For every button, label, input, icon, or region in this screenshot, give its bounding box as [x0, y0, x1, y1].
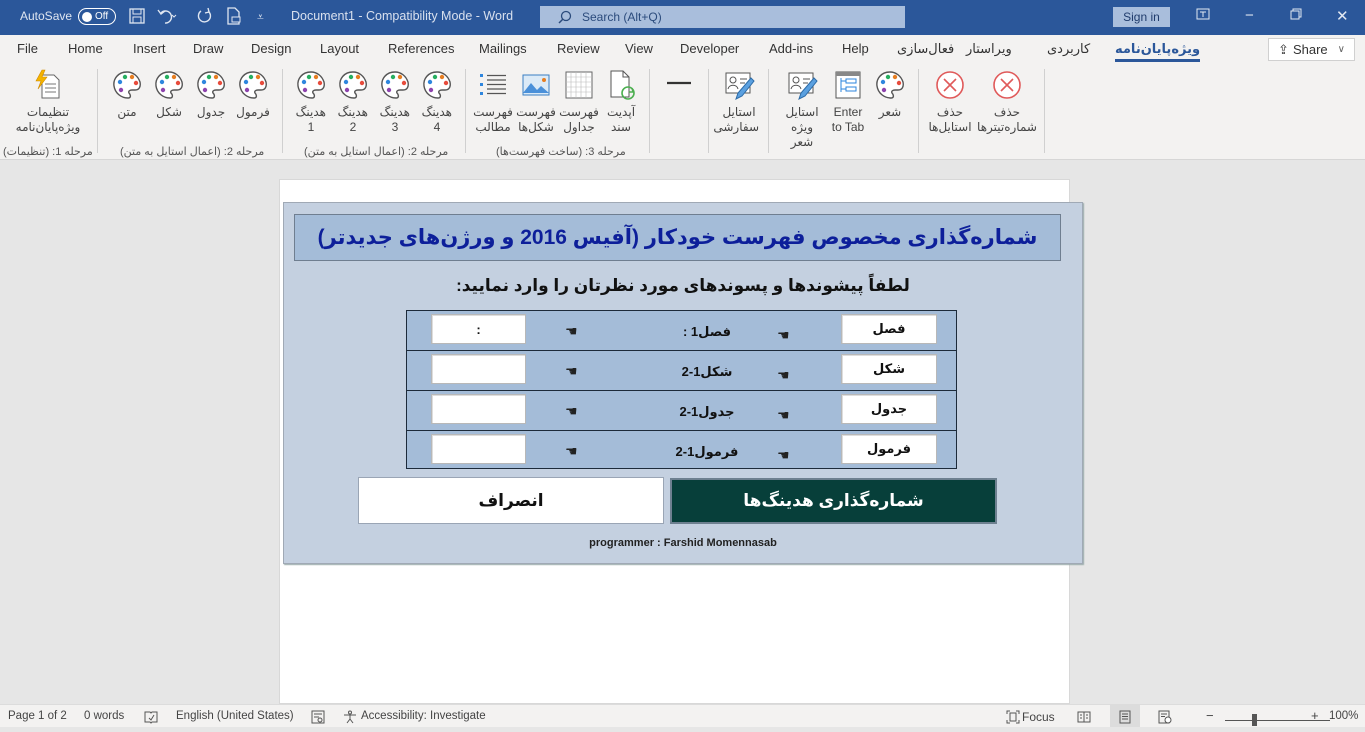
ribbon-tabs [0, 35, 1365, 63]
tab-editor[interactable]: ویراستار [966, 41, 1012, 56]
button-label: آپدیت سند [606, 105, 636, 134]
table-prefix-input[interactable]: جدول [841, 394, 937, 424]
update-document-button[interactable] [602, 69, 640, 135]
prefix-suffix-table [406, 310, 957, 469]
accessibility-icon [343, 710, 357, 727]
palette-icon [379, 69, 411, 101]
tab-thesis[interactable]: ویژه‌پایان‌نامه [1115, 41, 1201, 56]
tab-mailings[interactable]: Mailings [479, 41, 527, 56]
custom-style-button[interactable] [714, 69, 764, 135]
programmer-credit: programmer : Farshid Momennasab [589, 537, 777, 549]
user-edit-icon [786, 69, 818, 101]
group-separator [918, 69, 919, 153]
search-placeholder: Search (Alt+Q) [582, 10, 662, 24]
palette-icon [421, 69, 453, 101]
figure-example: شکل1-2 [681, 364, 733, 379]
autosave-state: Off [95, 11, 109, 22]
update-document-icon [605, 69, 637, 101]
formula-suffix-input[interactable] [431, 434, 526, 464]
group-label-step2a: مرحله 2: (اعمال استایل به متن) [120, 146, 265, 158]
share-button[interactable] [1268, 38, 1355, 61]
document-title: Document1 - Compatibility Mode - Word [291, 9, 514, 23]
delete-circle-icon [991, 69, 1023, 101]
user-edit-icon [723, 69, 755, 101]
button-label: Enter to Tab [831, 105, 865, 134]
figure-suffix-input[interactable] [431, 354, 526, 384]
poem-style-button[interactable] [872, 69, 908, 120]
button-label: شعر [878, 105, 902, 119]
button-label: استایل ویژه شعر [785, 105, 819, 149]
tab-layout-icon [832, 69, 864, 101]
ribbon [0, 63, 1365, 160]
undo-icon[interactable] [157, 7, 177, 31]
chapter-suffix-input[interactable]: : [431, 314, 526, 344]
number-headings-button[interactable]: شماره‌گذاری هدینگ‌ها [670, 478, 997, 524]
tab-home[interactable]: Home [68, 41, 103, 56]
zoom-in-icon[interactable]: + [1311, 708, 1319, 723]
chevron-down-icon: ∨ [1337, 44, 1345, 55]
tab-developer[interactable]: Developer [680, 41, 740, 56]
save-icon[interactable] [128, 7, 146, 31]
page-count[interactable]: Page 1 of 2 [8, 710, 67, 722]
word-count[interactable]: 0 words [84, 710, 125, 722]
focus-mode-button[interactable]: Focus [1022, 710, 1055, 724]
button-label: هدینگ 1 [295, 105, 326, 134]
hand-pointing-left-icon: ☚ [777, 367, 790, 383]
palette-icon [237, 69, 269, 101]
title-bar [0, 0, 1365, 35]
dialog-title: شماره‌گذاری مخصوص فهرست خودکار (آفیس 2016 و ورژن‌های جدیدتر) [294, 214, 1061, 261]
toggle-knob [82, 12, 92, 22]
tab-draw[interactable]: Draw [193, 41, 224, 56]
group-label-step2b: مرحله 2: (اعمال استایل به متن) [304, 146, 449, 158]
tab-utilities[interactable]: کاربردی [1047, 41, 1091, 56]
hand-pointing-left-icon: ☚ [777, 407, 790, 423]
accessibility-status[interactable]: Accessibility: Investigate [361, 710, 486, 722]
read-mode-icon[interactable] [1077, 710, 1091, 727]
print-layout-icon[interactable] [1110, 705, 1140, 727]
hand-pointing-left-icon: ☚ [565, 443, 578, 459]
customize-qat-icon[interactable]: ⩡ [257, 10, 264, 24]
palette-icon [195, 69, 227, 101]
table-row-table [407, 391, 956, 431]
list-icon [477, 69, 509, 101]
tab-add-ins[interactable]: Add-ins [769, 41, 814, 56]
heading3-style-button[interactable] [376, 69, 414, 135]
close-icon[interactable]: ✕ [1336, 8, 1349, 25]
formula-example: فرمول1-2 [675, 444, 739, 459]
picture-icon [520, 69, 552, 101]
tab-insert[interactable]: Insert [133, 41, 166, 56]
formula-prefix-input[interactable]: فرمول [841, 434, 937, 464]
tab-help[interactable]: Help [842, 41, 869, 56]
table-of-contents-button[interactable] [472, 69, 514, 135]
figure-style-button[interactable] [149, 69, 189, 120]
group-separator [282, 69, 283, 153]
group-separator [1044, 69, 1045, 153]
minimize-icon[interactable]: − [1245, 7, 1254, 24]
hand-pointing-left-icon: ☚ [565, 323, 578, 339]
button-label: فهرست جداول [559, 105, 599, 134]
delete-heading-numbers-button[interactable] [976, 69, 1038, 135]
table-row-formula [407, 431, 956, 471]
heading1-style-button[interactable] [292, 69, 330, 135]
horizontal-line-button[interactable] [662, 69, 696, 105]
tab-file[interactable]: File [17, 41, 38, 56]
sign-in-button[interactable]: Sign in [1113, 7, 1170, 27]
palette-icon [337, 69, 369, 101]
button-label: هدینگ 4 [421, 105, 452, 134]
redo-icon[interactable] [196, 7, 214, 31]
list-of-figures-button[interactable] [514, 69, 558, 135]
table-suffix-input[interactable] [431, 394, 526, 424]
button-label: فرمول [236, 105, 270, 119]
button-label: حذف شماره‌تیترها [977, 105, 1037, 134]
heading4-style-button[interactable] [418, 69, 456, 135]
cancel-button[interactable]: انصراف [358, 477, 664, 524]
search-box[interactable] [540, 6, 905, 28]
group-separator [649, 69, 650, 153]
chapter-prefix-input[interactable]: فصل [841, 314, 937, 344]
group-separator [97, 69, 98, 153]
table-grid-icon [563, 69, 595, 101]
enter-to-tab-button[interactable] [826, 69, 870, 135]
text-predictions-icon[interactable] [311, 710, 325, 727]
palette-icon [874, 69, 906, 101]
poem-special-style-button[interactable] [776, 69, 828, 150]
button-label: فهرست مطالب [473, 105, 513, 134]
button-label: هدینگ 3 [379, 105, 410, 134]
dialog-instruction: لطفاً پیشوندها و پسوندهای مورد نظرتان را وارد نمایید: [456, 276, 910, 295]
group-separator [465, 69, 466, 153]
palette-icon [295, 69, 327, 101]
group-separator [708, 69, 709, 153]
figure-prefix-input[interactable]: شکل [841, 354, 937, 384]
chapter-example: فصل1 : [682, 324, 732, 339]
button-label: تنظیمات ویژه‌پایان‌نامه [15, 105, 81, 134]
palette-icon [111, 69, 143, 101]
button-label: فهرست شکل‌ها [516, 105, 556, 134]
ribbon-display-options-icon[interactable] [1196, 7, 1210, 25]
tab-view[interactable]: View [625, 41, 653, 56]
tab-layout[interactable]: Layout [320, 41, 360, 56]
web-layout-icon[interactable] [1158, 710, 1172, 727]
table-row-chapter [407, 311, 956, 351]
group-separator [768, 69, 769, 153]
tab-references[interactable]: References [388, 41, 455, 56]
text-style-button[interactable] [107, 69, 147, 120]
zoom-out-icon[interactable]: − [1206, 708, 1214, 723]
hand-pointing-left-icon: ☚ [777, 327, 790, 343]
settings-document-icon [32, 69, 64, 101]
search-icon [558, 10, 572, 24]
button-label: شکل [156, 105, 182, 119]
focus-icon [1006, 710, 1020, 727]
button-label: حذف استایل‌ها [928, 105, 972, 134]
delete-styles-button[interactable] [924, 69, 976, 135]
group-label-step3: مرحله 3: (ساخت فهرست‌ها) [496, 146, 626, 158]
list-of-tables-button[interactable] [558, 69, 600, 135]
hand-pointing-left-icon: ☚ [777, 447, 790, 463]
print-preview-icon[interactable] [226, 7, 242, 31]
horizontal-line-icon [663, 69, 695, 101]
tab-activation[interactable]: فعال‌سازی [897, 41, 955, 56]
heading2-style-button[interactable] [334, 69, 372, 135]
button-label: جدول [196, 105, 226, 119]
autosave-label: AutoSave [20, 9, 73, 23]
table-row-figure [407, 351, 956, 391]
zoom-level[interactable]: 100% [1329, 710, 1359, 722]
autosave-toggle[interactable] [78, 8, 116, 25]
proofing-icon[interactable] [144, 710, 158, 727]
palette-icon [153, 69, 185, 101]
share-label: Share [1292, 42, 1328, 57]
tab-design[interactable]: Design [251, 41, 292, 56]
status-bar [0, 704, 1365, 727]
language[interactable]: English (United States) [176, 710, 294, 722]
tab-review[interactable]: Review [557, 41, 600, 56]
table-example: جدول1-2 [679, 404, 735, 419]
button-label: هدینگ 2 [337, 105, 368, 134]
delete-circle-icon [934, 69, 966, 101]
group-label-step1: مرحله 1: (تنظیمات) [3, 146, 93, 158]
table-style-button[interactable] [191, 69, 231, 120]
share-icon: ⇪ [1278, 41, 1289, 57]
hand-pointing-left-icon: ☚ [565, 363, 578, 379]
button-label: استایل سفارشی [713, 105, 759, 134]
hand-pointing-left-icon: ☚ [565, 403, 578, 419]
zoom-slider-thumb[interactable] [1252, 714, 1257, 726]
restore-icon[interactable] [1290, 7, 1302, 24]
formula-style-button[interactable] [233, 69, 273, 120]
thesis-settings-button[interactable] [10, 69, 86, 135]
button-label: متن [117, 105, 137, 119]
